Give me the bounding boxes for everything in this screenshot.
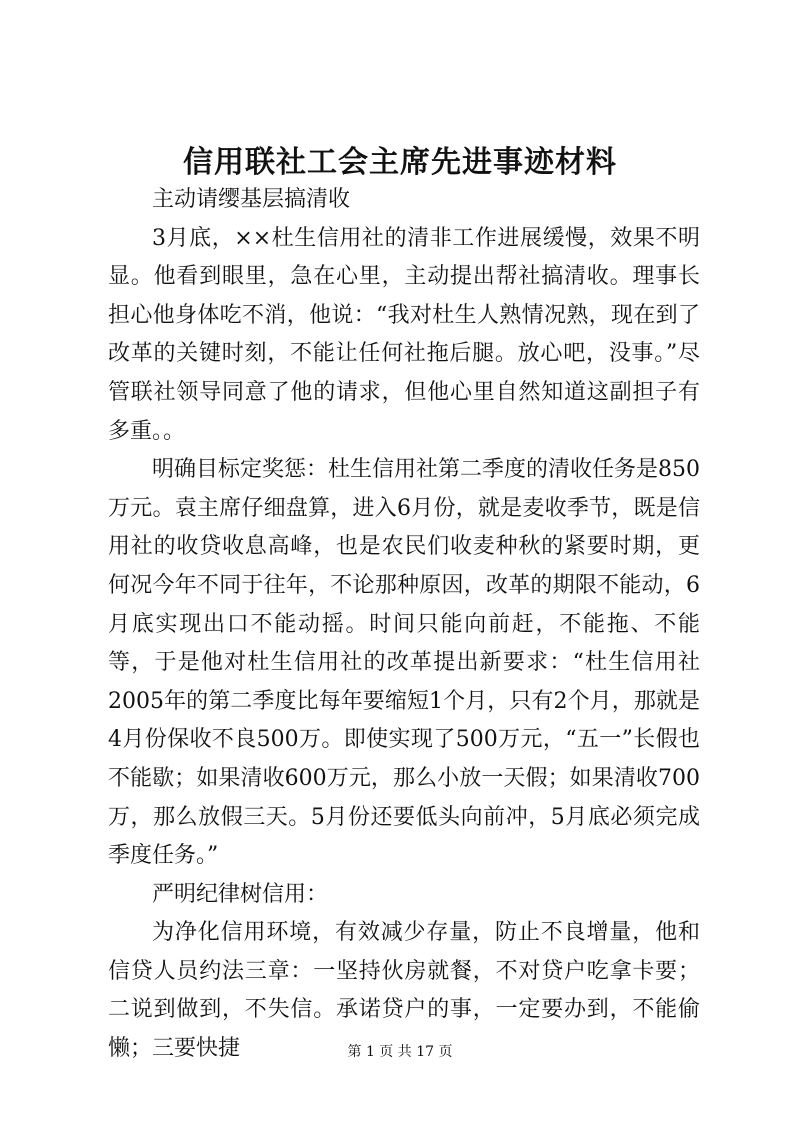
document-title: 信用联社工会主席先进事迹材料	[183, 145, 617, 180]
paragraph-march: 3月底，××杜生信用社的清非工作进展缓慢，效果不明显。他看到眼里，急在心里，主动提出帮社搞清收。理事长担心他身体吃不消，他说：“我对杜生人熟情况熟，现在到了改革的关键时刻，不能让任何社拖后腿。放心吧，没事。”尽管联社领导同意了他的请求，但他心里自然知道这副担子有多重。。	[108, 225, 700, 444]
section-heading-clearance: 主动请缨基层搞清收	[152, 187, 351, 212]
document-body	[108, 181, 700, 1069]
paragraph-targets: 明确目标定奖惩：杜生信用社第二季度的清收任务是850万元。袁主席仔细盘算，进入6月份，就是麦收季节，既是信用社的收贷收息高峰，也是农民们收麦种秋的紧要时期，更何况今年不同于往年，不论那种原因，改革的期限不能动，6月底实现出口不能动摇。时间只能向前赶，不能拖、不能等，于是他对杜生信用社的改革提出新要求：“杜生信用社2005年的第二季度比每年要缩短1个月，只有2个月，那就是4月份保收不良500万。即使实现了500万元，“五一”长假也不能歇；如果清收600万元，那么小放一天假；如果清收700万，那么放假三天。5月份还要低头向前冲，5月底必须完成季度任务。”	[108, 457, 700, 869]
section-heading-discipline: 严明纪律树信用：	[152, 881, 329, 907]
paragraph-credit-environment: 为净化信用环境，有效减少存量，防止不良增量，他和信贷人员约法三章：一坚持伙房就餐，不对贷户吃拿卡要；二说到做到，不失信。承诺贷户的事，一定要办到，不能偷懒；三要快捷	[108, 920, 700, 1062]
page-number-footer: 第 1 页 共 17 页	[347, 1044, 453, 1060]
